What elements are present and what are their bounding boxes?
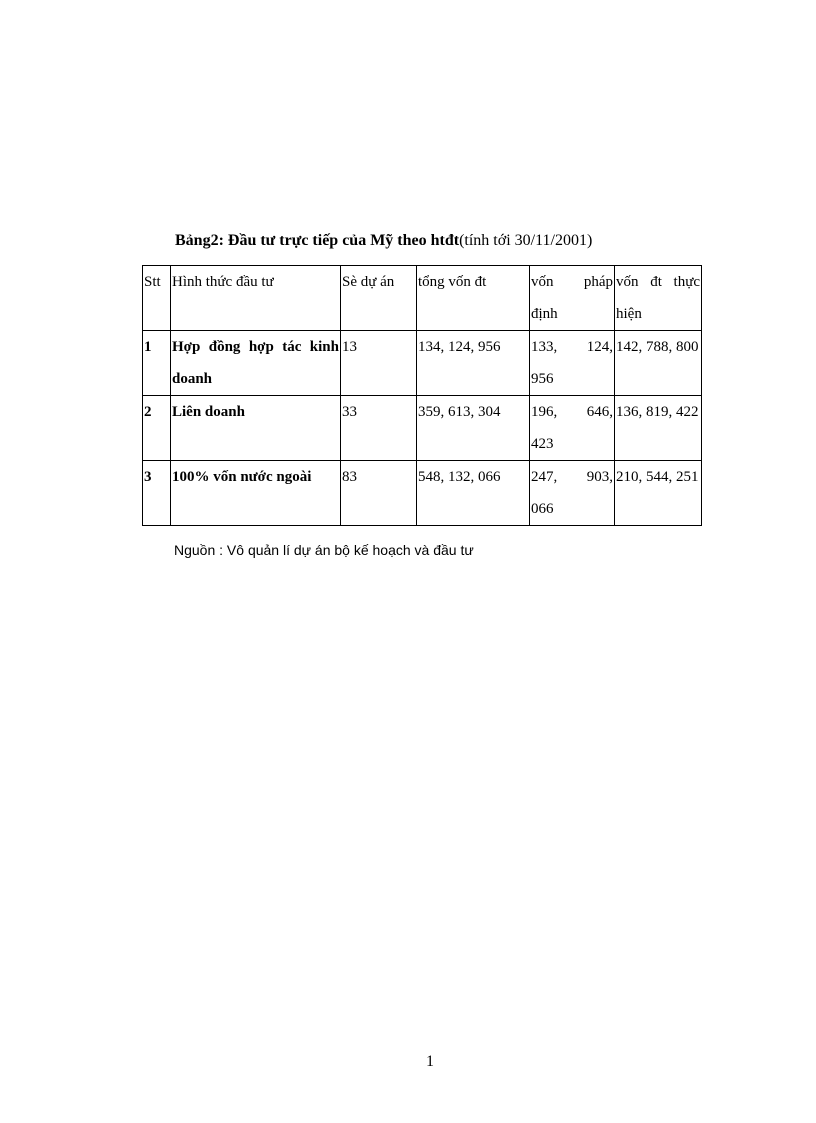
table-row	[143, 396, 702, 461]
cell-project-count: 83	[341, 461, 417, 526]
column-header-implemented-capital: vốn đt thực hiện	[615, 266, 702, 331]
column-header-total-capital: tổng vốn đt	[417, 266, 530, 331]
cell-total-capital: 548, 132, 066	[417, 461, 530, 526]
table-caption	[175, 232, 592, 250]
cell-total-capital: 359, 613, 304	[417, 396, 530, 461]
page-number: 1	[426, 1053, 434, 1070]
cell-total-capital: 134, 124, 956	[417, 331, 530, 396]
cell-project-count: 13	[341, 331, 417, 396]
caption-date-note: (tính tới 30/11/2001)	[459, 232, 593, 249]
cell-legal-capital: 247, 903, 066	[530, 461, 615, 526]
table-row	[143, 461, 702, 526]
cell-investment-form: Hợp đồng hợp tác kinh doanh	[171, 331, 341, 396]
caption-title: Bảng2: Đầu tư trực tiếp của Mỹ theo htđt	[175, 232, 460, 249]
cell-legal-capital: 133, 124, 956	[530, 331, 615, 396]
cell-implemented-capital: 210, 544, 251	[615, 461, 702, 526]
table-header-row	[143, 266, 702, 331]
column-header-legal-capital: vốn pháp định	[530, 266, 615, 331]
column-header-project-count: Sè dự án	[341, 266, 417, 331]
column-header-investment-form: Hình thức đầu tư	[171, 266, 341, 331]
source-note: Nguồn : Vô quản lí dự án bộ kế hoạch và đầu tư	[174, 542, 474, 558]
cell-implemented-capital: 142, 788, 800	[615, 331, 702, 396]
table-row	[143, 331, 702, 396]
cell-investment-form: Liên doanh	[171, 396, 341, 461]
investment-table	[142, 265, 702, 526]
cell-implemented-capital: 136, 819, 422	[615, 396, 702, 461]
cell-stt: 1	[143, 331, 171, 396]
cell-legal-capital: 196, 646, 423	[530, 396, 615, 461]
cell-project-count: 33	[341, 396, 417, 461]
cell-investment-form: 100% vốn nước ngoài	[171, 461, 341, 526]
column-header-stt: Stt	[143, 266, 171, 331]
cell-stt: 2	[143, 396, 171, 461]
cell-stt: 3	[143, 461, 171, 526]
